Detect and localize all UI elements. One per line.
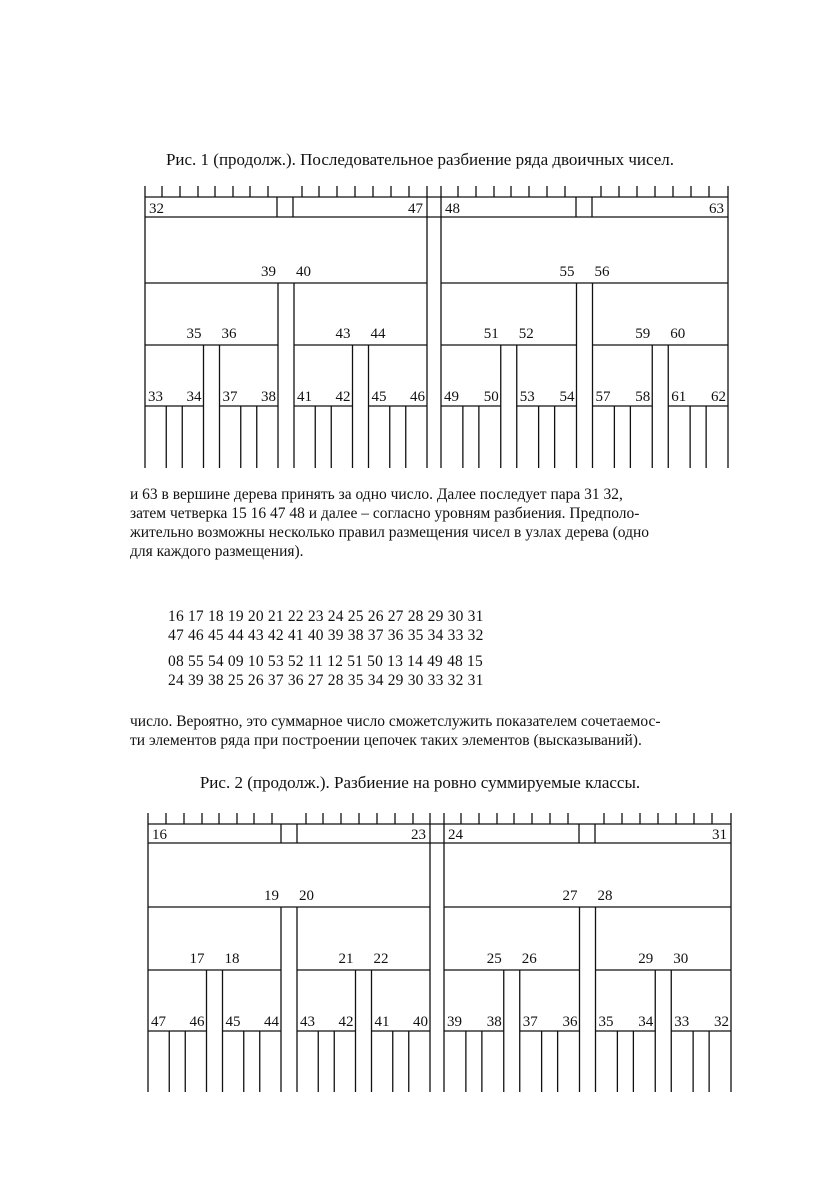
figure1-caption: Рис. 1 (продолж.). Последовательное разбиение ряда двоичных чисел.: [165, 150, 675, 169]
leaf-label: 37: [222, 389, 238, 405]
level3-left-label: 29: [638, 951, 654, 967]
leaf-label: 47: [151, 1014, 166, 1030]
leaf-label: 37: [522, 1014, 538, 1030]
top-range-end-label: 47: [408, 201, 423, 217]
leaf-label: 35: [598, 1014, 614, 1030]
top-range-start-label: 16: [152, 827, 167, 843]
number-row: 47 46 45 44 43 42 41 40 39 38 37 36 35 34 33 32: [168, 627, 484, 644]
level2-right-label: 28: [597, 888, 613, 904]
level3-left-label: 43: [335, 326, 351, 342]
level2-left-label: 39: [261, 264, 276, 280]
leaf-label: 34: [186, 389, 202, 405]
leaf-label: 50: [483, 389, 499, 405]
level3-right-label: 22: [373, 951, 389, 967]
leaf-label: 61: [671, 389, 687, 405]
figure2-caption: Рис. 2 (продолж.). Разбиение на ровно суммируемые классы.: [199, 773, 641, 792]
leaf-label: 40: [413, 1014, 428, 1030]
leaf-label: 38: [486, 1014, 502, 1030]
leaf-label: 42: [335, 389, 351, 405]
level2-right-label: 20: [299, 888, 314, 904]
leaf-label: 58: [635, 389, 651, 405]
paragraph-1-line: для каждого размещения).: [130, 543, 304, 560]
leaf-label: 33: [148, 389, 163, 405]
number-row: 24 39 38 25 26 37 36 27 28 35 34 29 30 33 32 31: [168, 672, 484, 689]
leaf-label: 38: [261, 389, 276, 405]
level2-left-label: 55: [559, 264, 575, 280]
level3-right-label: 36: [221, 326, 237, 342]
level3-right-label: 18: [224, 951, 240, 967]
leaf-label: 41: [297, 389, 312, 405]
top-range-start-label: 24: [448, 827, 463, 843]
level3-right-label: 52: [518, 326, 534, 342]
level3-left-label: 35: [186, 326, 202, 342]
leaf-label: 44: [264, 1014, 279, 1030]
level3-left-label: 51: [483, 326, 499, 342]
level2-right-label: 56: [594, 264, 610, 280]
paragraph-2-line: ти элементов ряда при построении цепочек таких элементов (высказываний).: [130, 732, 642, 749]
level2-left-label: 27: [562, 888, 578, 904]
number-row: 08 55 54 09 10 53 52 11 12 51 50 13 14 49 48 15: [168, 653, 483, 670]
top-range-end-label: 31: [712, 827, 727, 843]
leaf-label: 45: [225, 1014, 241, 1030]
paragraph-1-line: жительно возможны несколько правил размещения чисел в узлах дерева (одно: [130, 524, 650, 541]
leaf-label: 46: [189, 1014, 205, 1030]
leaf-label: 54: [559, 389, 575, 405]
level2-right-label: 40: [296, 264, 311, 280]
leaf-label: 41: [374, 1014, 390, 1030]
level3-right-label: 60: [670, 326, 686, 342]
leaf-label: 34: [638, 1014, 654, 1030]
leaf-label: 62: [711, 389, 726, 405]
number-row: 16 17 18 19 20 21 22 23 24 25 26 27 28 29 30 31: [168, 608, 484, 625]
level3-right-label: 26: [521, 951, 537, 967]
top-range-start-label: 32: [149, 201, 164, 217]
level3-left-label: 25: [486, 951, 502, 967]
leaf-label: 33: [674, 1014, 690, 1030]
leaf-label: 45: [371, 389, 387, 405]
leaf-label: 32: [714, 1014, 729, 1030]
level3-left-label: 17: [189, 951, 205, 967]
leaf-label: 46: [410, 389, 425, 405]
leaf-label: 36: [562, 1014, 578, 1030]
level3-right-label: 44: [370, 326, 386, 342]
level3-left-label: 59: [635, 326, 651, 342]
paragraph-1-line: и 63 в вершине дерева принять за одно число. Далее последует пара 31 32,: [130, 486, 623, 503]
top-range-end-label: 23: [411, 827, 426, 843]
leaf-label: 53: [519, 389, 535, 405]
leaf-label: 39: [447, 1014, 462, 1030]
leaf-label: 43: [300, 1014, 315, 1030]
level3-left-label: 21: [338, 951, 354, 967]
paragraph-1-line: затем четверка 15 16 47 48 и далее – согласно уровням разбиения. Предполо-: [130, 505, 640, 522]
level3-right-label: 30: [673, 951, 689, 967]
top-range-end-label: 63: [709, 201, 724, 217]
leaf-label: 49: [444, 389, 459, 405]
leaf-label: 57: [595, 389, 611, 405]
level2-left-label: 19: [264, 888, 279, 904]
leaf-label: 42: [338, 1014, 354, 1030]
paragraph-2-line: число. Вероятно, это суммарное число сможетслужить показателем сочетаемос-: [130, 713, 661, 730]
top-range-start-label: 48: [445, 201, 460, 217]
